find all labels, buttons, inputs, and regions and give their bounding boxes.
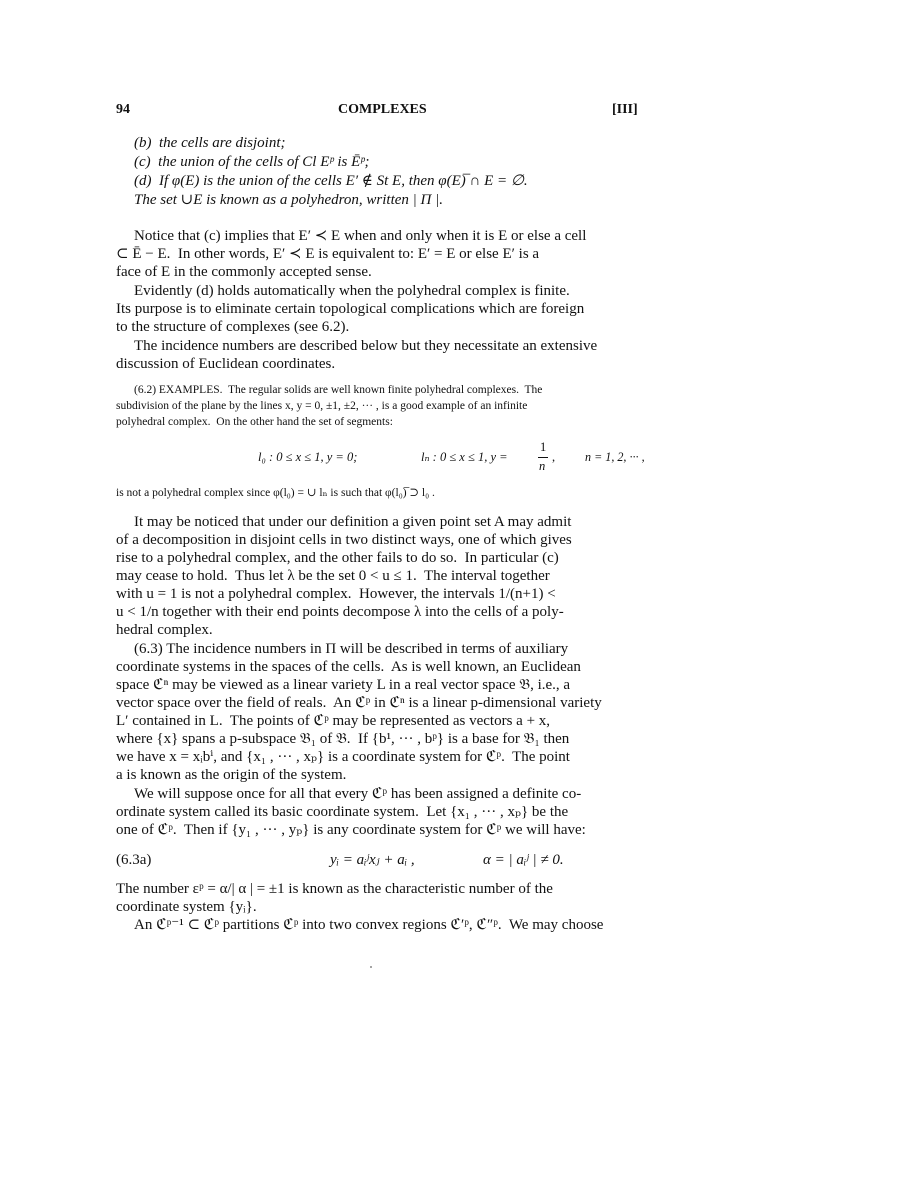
examples-conclusion: is not a polyhedral complex since φ(l₀) = ∪ lₙ is such that φ(l₀)̅ ⊃ l₀ .: [116, 487, 435, 499]
scan-speck: [370, 966, 372, 968]
equation-comma: ,: [552, 450, 556, 464]
fraction-numerator: 1: [540, 440, 547, 454]
condition-line: (c) the union of the cells of Cl Eᵖ is Ēᵖ;: [134, 154, 370, 170]
paragraph-line: one of ℭᵖ. Then if {y₁ , ··· , yₚ} is any coordinate system for ℭᵖ we will have:: [116, 822, 586, 838]
paragraph-line: rise to a polyhedral complex, and the other fails to do so. In particular (c): [116, 550, 559, 566]
fraction-bar: [538, 457, 548, 458]
equation-alpha: α = | aᵢʲ | ≠ 0.: [483, 852, 564, 868]
paragraph-line: The number εᵖ = α/| α | = ±1 is known as the characteristic number of the: [116, 881, 553, 897]
paragraph-line: may cease to hold. Thus let λ be the set 0 < u ≤ 1. The interval together: [116, 568, 550, 584]
running-title: COMPLEXES: [338, 102, 427, 117]
n-range: n = 1, 2, ··· ,: [585, 450, 645, 464]
page-number: 94: [116, 102, 130, 117]
paragraph-line: we have x = xᵢbⁱ, and {x₁ , ··· , xₚ} is a coordinate system for ℭᵖ. The point: [116, 749, 570, 765]
paragraph-line: a is known as the origin of the system.: [116, 767, 347, 783]
paragraph-line: of a decomposition in disjoint cells in two distinct ways, one of which gives: [116, 532, 572, 548]
paragraph-line: L′ contained in L. The points of ℭᵖ may be represented as vectors a + x,: [116, 713, 551, 729]
polyhedron-definition: The set ∪E is known as a polyhedron, written | Π |.: [134, 192, 443, 208]
equation-label: (6.3a): [116, 852, 152, 868]
paragraph-line: ⊂ Ē − E. In other words, E′ ≺ E is equivalent to: E′ = E or else E′ is a: [116, 246, 540, 262]
fraction-denominator: n: [539, 459, 546, 473]
paragraph-line: hedral complex.: [116, 622, 213, 638]
examples-line: (6.2) EXAMPLES. The regular solids are well known finite polyhedral complexes. The: [134, 384, 543, 396]
paragraph-line: space ℭⁿ may be viewed as a linear variety L in a real vector space 𝔅, i.e., a: [116, 677, 571, 693]
equation-formula: yᵢ = aᵢʲxⱼ + aᵢ ,: [330, 852, 415, 868]
condition-line: (b) the cells are disjoint;: [134, 135, 286, 151]
paragraph-line: We will suppose once for all that every ℭᵖ has been assigned a definite co-: [134, 786, 582, 802]
paragraph-line: The incidence numbers are described below but they necessitate an extensive: [134, 338, 598, 354]
paragraph-line: face of E in the commonly accepted sense.: [116, 264, 372, 280]
condition-line: (d) If φ(E) is the union of the cells E′ ∉ St E, then φ(E)̅ ∩ E = ∅.: [134, 173, 528, 189]
paragraph-line: with u = 1 is not a polyhedral complex. However, the intervals 1/(n+1) <: [116, 586, 556, 602]
paragraph-line: Evidently (d) holds automatically when the polyhedral complex is finite.: [134, 283, 570, 299]
paragraph-line: Its purpose is to eliminate certain topological complications which are foreign: [116, 301, 585, 317]
paragraph-line: An ℭᵖ⁻¹ ⊂ ℭᵖ partitions ℭᵖ into two convex regions ℭ′ᵖ, ℭ″ᵖ. We may choose: [134, 917, 604, 933]
paragraph-line: discussion of Euclidean coordinates.: [116, 356, 336, 372]
paragraph-line: u < 1/n together with their end points decompose λ into the cells of a poly-: [116, 604, 564, 620]
paragraph-line: It may be noticed that under our definition a given point set A may admit: [134, 514, 572, 530]
paragraph-line: Notice that (c) implies that E′ ≺ E when and only when it is E or else a cell: [134, 228, 587, 244]
paragraph-line: coordinate system {yᵢ}.: [116, 899, 257, 915]
paragraph-line: vector space over the field of reals. An ℭᵖ in ℭⁿ is a linear p-dimensional variety: [116, 695, 602, 711]
paragraph-line: ordinate system called its basic coordinate system. Let {x₁ , ··· , xₚ} be the: [116, 804, 569, 820]
paragraph-line: where {x} spans a p-subspace 𝔅₁ of 𝔅. If {b¹, ··· , bᵖ} is a base for 𝔅₁ then: [116, 731, 570, 747]
segment-l0: l₀ : 0 ≤ x ≤ 1, y = 0;: [258, 450, 358, 464]
examples-line: subdivision of the plane by the lines x, y = 0, ±1, ±2, ··· , is a good example of an infinite: [116, 400, 528, 412]
segment-ln: lₙ : 0 ≤ x ≤ 1, y =: [421, 450, 511, 464]
examples-line: polyhedral complex. On the other hand the set of segments:: [116, 416, 393, 428]
paragraph-line: coordinate systems in the spaces of the cells. As is well known, an Euclidean: [116, 659, 581, 675]
paragraph-line: (6.3) The incidence numbers in Π will be described in terms of auxiliary: [134, 641, 569, 657]
chapter-marker: [III]: [612, 102, 638, 117]
paragraph-line: to the structure of complexes (see 6.2).: [116, 319, 350, 335]
